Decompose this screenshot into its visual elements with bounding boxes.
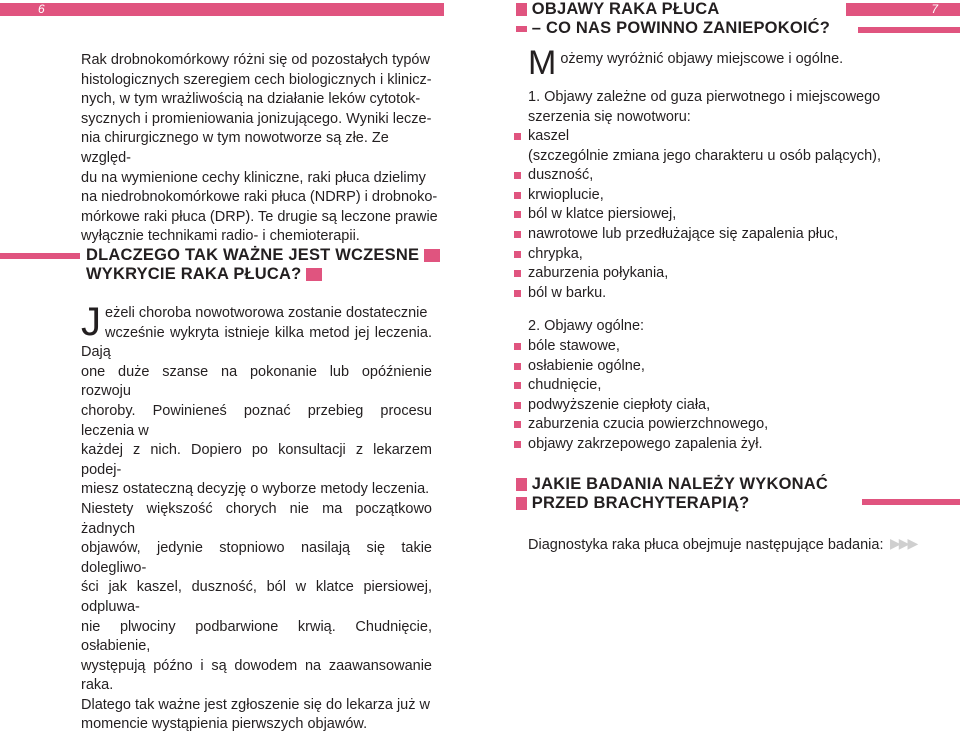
heading-accent-square	[516, 497, 527, 510]
body-line: każdej z nich. Dopiero po konsultacji z lekarzem podej-	[81, 442, 432, 478]
page-number-right: 7	[931, 2, 938, 16]
list-item: ból w klatce piersiowej,	[514, 205, 944, 225]
local-symptoms	[528, 88, 948, 127]
early-detection-paragraph	[81, 300, 432, 735]
section-heading-symptoms	[516, 1, 866, 36]
list-item: chudnięcie,	[514, 376, 944, 396]
heading-rule-left	[0, 253, 80, 259]
heading-accent-square	[516, 3, 527, 16]
body-line: ści jak kaszel, duszność, ból w klatce piersiowej, odpluwa-	[81, 579, 432, 615]
heading-rule-right	[858, 27, 960, 33]
intro-text: ożemy wyróżnić objawy miejscowe i ogólne.	[560, 51, 844, 67]
heading-line-2: WYKRYCIE RAKA PŁUCA?	[86, 265, 302, 283]
heading-line-2: – CO NAS POWINNO ZANIEPOKOIĆ?	[531, 19, 831, 37]
section-heading-brachytherapy	[516, 476, 916, 511]
heading-accent-square	[424, 249, 440, 262]
intro-line: histologicznych szeregiem cech biologicznych i klinicz-	[81, 71, 432, 88]
body-line: eżeli choroba nowotworowa zostanie dostatecznie	[105, 305, 428, 321]
intro-line: wyłącznie technikami radio- i chemioterapii.	[81, 228, 360, 245]
body-line: one duże szanse na pokonanie lub opóźnienie rozwoju	[81, 363, 432, 400]
list-item: objawy zakrzepowego zapalenia żył.	[514, 435, 944, 455]
body-line: miesz ostateczną decyzję o wyborze metody leczenia.	[81, 481, 430, 498]
list-item: krwioplucie,	[514, 186, 944, 206]
body-line: wcześnie wykryta istnieje kilka metod jej leczenia. Dają	[81, 324, 432, 361]
body-line: choroby. Powinieneś poznać przebieg procesu leczenia w	[81, 402, 432, 439]
body-line: Niestety większość chorych nie ma początkowo żadnych	[81, 500, 432, 537]
list-item: zaburzenia połykania,	[514, 264, 944, 284]
general-symptoms-title: 2. Objawy ogólne:	[528, 318, 645, 334]
dropcap-j: J	[81, 300, 101, 344]
dropcap-m: M	[528, 44, 557, 82]
page-number-bar-left	[0, 3, 444, 16]
list-item: chrypka,	[514, 245, 944, 265]
heading-line-1: DLACZEGO TAK WAŻNE JEST WCZESNE	[86, 246, 420, 264]
page-number-left: 6	[38, 2, 45, 16]
next-page-arrows-icon[interactable]: ▶▶▶	[890, 535, 917, 551]
symptoms-intro	[528, 44, 948, 82]
heading-accent-square	[516, 478, 527, 491]
list-item: podwyższenie ciepłoty ciała,	[514, 396, 944, 416]
intro-line: nia chirurgicznego w tym nowotworze są złe. Ze względ-	[81, 130, 389, 166]
local-symptoms-title: 1. Objawy zależne od guza pierwotnego i miejscowego	[528, 89, 881, 105]
intro-line: na niedrobnokomórkowe raki płuca (NDRP) i drobnoko-	[81, 189, 438, 206]
body-line: objawów, jedynie stopniowo nasilają się takie dolegliwo-	[81, 540, 432, 576]
heading-line-1: JAKIE BADANIA NALEŻY WYKONAĆ	[531, 475, 828, 493]
intro-line: Rak drobnokomórkowy różni się od pozostałych typów	[81, 52, 430, 68]
footer-line: Diagnostyka raka płuca obejmuje następujące badania:	[528, 537, 884, 553]
intro-line: du na wymienione cechy kliniczne, raki płuca dzielimy	[81, 169, 426, 186]
body-line: nie plwociny podbarwione krwią. Chudnięcie, osłabienie,	[81, 618, 432, 655]
heading-accent-bar	[516, 26, 527, 32]
list-item: bóle stawowe,	[514, 337, 944, 357]
general-symptoms-list	[514, 337, 944, 455]
local-symptoms-list	[514, 127, 944, 303]
list-item: kaszel (szczególnie zmiana jego charakteru u osób palących),	[514, 127, 944, 166]
intro-line: mórkowe raki płuca (DRP). Te drugie są leczone prawie	[81, 208, 438, 225]
intro-line: nych, w tym wrażliwością na działanie leków cytotok-	[81, 91, 421, 108]
heading-rule-right-bottom	[862, 499, 960, 505]
list-item: duszność,	[514, 166, 944, 186]
heading-accent-square	[306, 268, 322, 281]
body-line: momencie wystąpienia pierwszych objawów.	[81, 716, 368, 733]
list-item: zaburzenia czucia powierzchnowego,	[514, 415, 944, 435]
local-symptoms-title: szerzenia się nowotworu:	[528, 108, 691, 125]
list-item: ból w barku.	[514, 284, 944, 304]
intro-paragraph	[81, 51, 441, 247]
heading-line-2: PRZED BRACHYTERAPIĄ?	[531, 494, 750, 512]
heading-line-1: OBJAWY RAKA PŁUCA	[531, 0, 720, 18]
intro-line: sycznych i promieniowania jonizującego. Wyniki lecze-	[81, 110, 432, 127]
list-item: osłabienie ogólne,	[514, 357, 944, 377]
body-line: Dlatego tak ważne jest zgłoszenie się do lekarza już w	[81, 696, 430, 713]
list-item: nawrotowe lub przedłużające się zapalenia płuc,	[514, 225, 944, 245]
body-line: występują późno i są dowodem na zaawansowanie raka.	[81, 657, 432, 694]
section-heading-early-detection	[86, 247, 446, 282]
